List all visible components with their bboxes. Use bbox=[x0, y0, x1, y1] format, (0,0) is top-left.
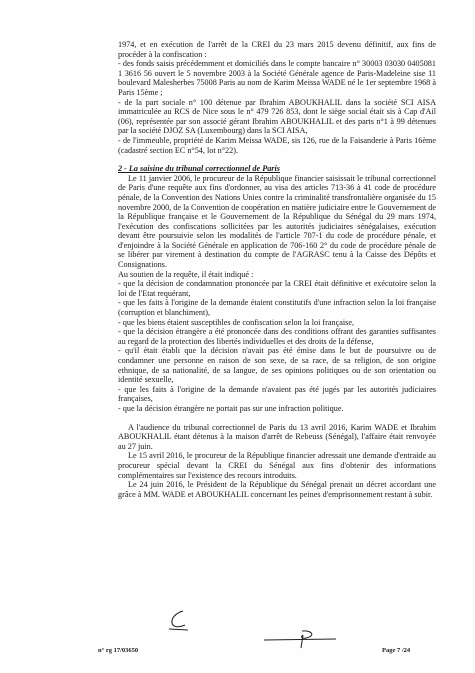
paragraph-audience: A l'audience du tribunal correctionnel de Paris du 13 avril 2016, Karim WADE et Ibrahim ABOUKHALIL étant détenus à la maison d'arrêt de Rebeuss (Sénégal), l'affaire était renvoyée au 27 juin. bbox=[118, 422, 436, 451]
case-reference: n° rg 17/03650 bbox=[98, 647, 139, 654]
support-item: - que les faits à l'origine de la demande étaient constitutifs d'une infraction selon la loi française (corruption et blanchiment), bbox=[118, 298, 436, 318]
intro-item-funds: - des fonds saisis précédemment et domiciliés dans le compte bancaire n° 30003 03030 0405081 1 3616 56 ouvert le 5 novembre 2003 à la Société Générale agence de Paris-Madeleine sise 11 boulevard Malesherbes 75008 Paris au nom de Karim Meissa WADE né le 1er septembre 1968 à Paris 15ème ; bbox=[118, 59, 436, 97]
section-heading: 2 - La saisine du tribunal correctionnel de Paris bbox=[118, 164, 280, 174]
paragraph-24-juin: Le 24 juin 2016, le Président de la République du Sénégal prenait un décret accordant une grâce à MM. WADE et ABOUKHALIL concernant les peines d'emprisonnement restant à subir. bbox=[118, 480, 436, 499]
support-block bbox=[118, 270, 436, 414]
support-item: - que les faits à l'origine de la demande n'avaient pas été jugés par les autorités judiciaires françaises, bbox=[118, 384, 436, 404]
initial-signature bbox=[168, 608, 190, 632]
support-item: - qu'il était établi que la décision n'avait pas été émise dans le but de poursuivre ou de condamner une personne en raison de son sexe, de sa race, de sa religion, de son origine ethnique, de sa nationalité, de sa langue, de ses opinions politiques ou de son orientation ou identité sexuelle, bbox=[118, 346, 436, 385]
paragraph-15-avril: Le 15 avril 2016, le procureur de la République financier adressait une demande d'entraide au procureur spécial devant la CREI du Sénégal aux fins d'obtenir des informations complémentaires sur l'existence des recours introduits. bbox=[118, 451, 436, 480]
handwritten-signature bbox=[262, 628, 342, 650]
intro-line: 1974, et en exécution de l'arrêt de la CREI du 23 mars 2015 devenu définitif, aux fins de procéder à la confiscation : bbox=[118, 40, 436, 59]
paragraph-saisine: Le 11 janvier 2006, le procureur de la République financier saisissait le tribunal correctionnel de Paris d'une requête aux fins d'ordonner, au visa des articles 713-36 à 41 code de procédure pénale, de la Convention des Nations Unies contre la criminalité transfrontalière organisée du 15 novembre 2000, de la Convention de coopération en matière judiciaire entre le Gouvernement de la République française et le Gouvernement de la République du Sénégal du 29 mars 1974, l'exécution des confiscations sollicitées par les autorités judiciaires sénégalaises, exécution devant être poursuivie selon les modalités de l'article 707-1 du code de procédure pénale, et d'enjoindre à la Société Générale en application de 706-160 2° du code de procédure pénale de se libérer par virement à destination du compte de l'AGRASC tenu à la Caisse des Dépôts et Consignations. bbox=[118, 173, 436, 270]
page-number: Page 7 /24 bbox=[382, 647, 411, 654]
support-item: - que la décision de condamnation prononcée par la CREI était définitive et exécutoire selon la loi de l'Etat requérant, bbox=[118, 279, 436, 298]
support-item: - que la décision étrangère a été prononcée dans des conditions offrant des garanties suffisantes au regard de la protection des libertés individuelles et des droits de la défense, bbox=[118, 327, 436, 346]
support-item: - que les biens étaient susceptibles de confiscation selon la loi française, bbox=[118, 317, 354, 327]
page-content bbox=[118, 40, 436, 499]
intro-block bbox=[118, 40, 436, 155]
support-item: - que la décision étrangère ne portait pas sur une infraction politique. bbox=[118, 403, 344, 413]
intro-item-share: - de la part sociale n° 100 détenue par Ibrahim ABOUKHALIL dans la société SCI AISA immatriculée au RCS de Nice sous le n° 479 726 853, dont le siège social était sis à Cap d'Ail (06), représentée par son associé gérant Ibrahim ABOUKHALIL et des parts n°1 à 99 détenues par la société DJOZ SA (Luxembourg) dans la SCI AISA, bbox=[118, 97, 436, 136]
support-intro: Au soutien de la requête, il était indiqué : bbox=[118, 269, 254, 279]
intro-item-building: - de l'immeuble, propriété de Karim Meissa WADE, sis 126, rue de la Faisanderie à Paris 16ème (cadastré section EC n°54, lot n°22). bbox=[118, 135, 436, 155]
